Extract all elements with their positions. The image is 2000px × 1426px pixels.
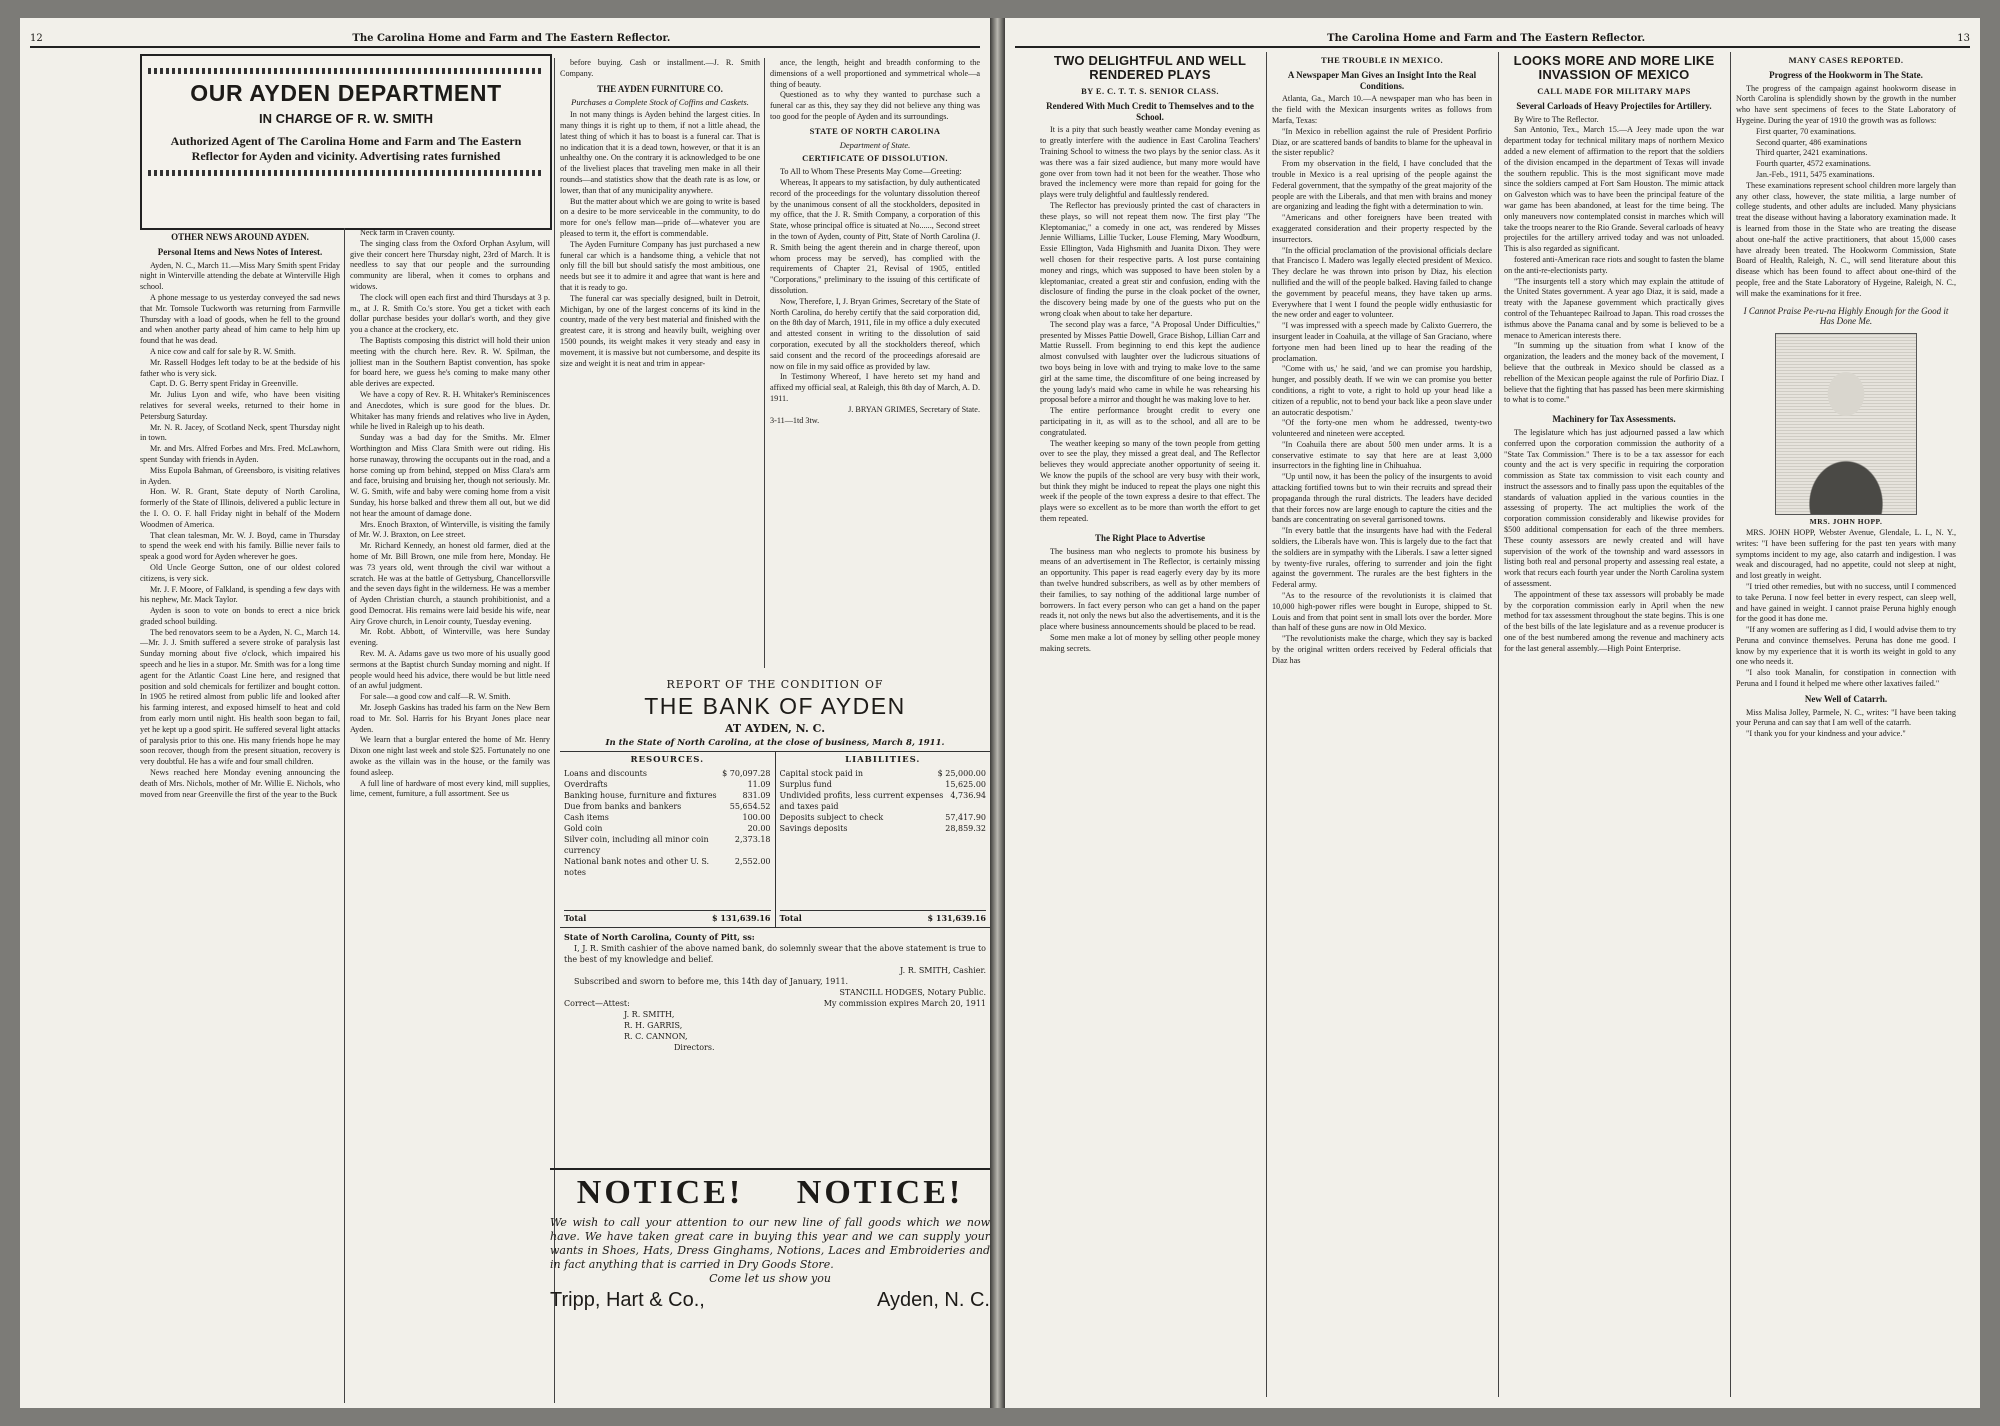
ledger-label: Capital stock paid in <box>779 769 863 778</box>
column-rule <box>1498 52 1499 1397</box>
right-running-head <box>1015 24 1970 48</box>
paragraph: Miss Eupola Bahman, of Greensboro, is visiting relatives in Ayden. <box>140 465 340 486</box>
article-body <box>1504 428 1724 655</box>
article-body <box>1040 547 1260 655</box>
article-body <box>1736 708 1956 740</box>
paragraph: It is a pity that such beastly weather came Monday evening as to greatly interfere with the audience in East Carolina Teachers' Training School to witness the two plays by the senior class. As it was there was a fair sized audience, but many more would have gone over from town had it not been for the weather. Those who braved the inclemency were more than repaid for going for the plays were truly delightful and faultlessly rendered. <box>1040 125 1260 200</box>
ledger-row <box>564 801 771 812</box>
ledger-label: Cash items <box>564 813 609 822</box>
cashier-signature: J. R. SMITH, Cashier. <box>900 966 986 975</box>
paragraph: "Americans and other foreigners have been treated with exaggerated consideration and their property respected by the insurrectors. <box>1272 213 1492 244</box>
firm-town: Ayden, N. C. <box>876 1289 990 1311</box>
paragraph: In not many things is Ayden behind the largest cities. In many things it is right up to them, if not a little ahead, the latest thing of which it has to boast is a funeral car. That is no indication that it is a dead town, however, or that it is an unhealthy one. On the contrary it is acknowledged to be one of the liveliest places that traveling men make in all their rounds—and statistics show that the death rate is as low, or lower, than that of any municipality anywhere. <box>560 110 760 195</box>
ledger-row <box>780 790 987 812</box>
ledger-value: 28,859.32 <box>945 824 986 833</box>
paragraph: For sale—a good cow and calf—R. W. Smith. <box>360 692 511 702</box>
paragraph: The clock will open each first and third Thursdays at 3 p. m., at J. R. Smith Co.'s store. You get a ticket with each dollar purchase besides your dollar's worth, and they give you a chance at the crockery, etc. <box>350 292 550 335</box>
paragraph: Neck farm in Craven county. <box>360 228 455 237</box>
left-page-number: 12 <box>30 33 43 44</box>
article-body <box>1272 94 1492 666</box>
article-body <box>1736 181 1956 300</box>
paragraph: fostered anti-American race riots and sought to fasten the blame on the anti-re-electionists party. <box>1504 254 1724 275</box>
paragraph: "In Coahuila there are about 500 men under arms. It is a conservative estimate to say that here are at least 3,000 insurrectors in the fighting line in Chihuahua. <box>1272 439 1492 471</box>
resources-side <box>560 752 775 927</box>
paragraph: "I also took Manalin, for constipation in connection with Peruna and I found it helped me where other laxatives failed." <box>1736 668 1956 689</box>
column-rule <box>1266 52 1267 1397</box>
article-body <box>1040 125 1260 524</box>
paragraph: The progress of the campaign against hookworm disease in North Carolina is splendidly shown by the growth in the number who have sent specimens of feces to the State Laboratory of Hygeine. During the year of 1910 the growth was as follows: <box>1736 83 1956 125</box>
column-subheadline: Purchases a Complete Stock of Coffins and Caskets. <box>571 97 749 108</box>
paragraph: The singing class from the Oxford Orphan Asylum, will give their concert here Thursday night, 23rd of March. It is needless to say that our people and the surrounding community are liberal, when it comes to orphans and widows. <box>350 238 550 291</box>
paragraph: "If any women are suffering as I did, I would advise them to try Peruna and convince themselves. Peruna has done me good. I know by my experience that it is worth its weight in gold to any one who needs it. <box>1736 625 1956 667</box>
liabilities-side <box>775 752 991 927</box>
total-value: $ 131,639.16 <box>712 913 771 923</box>
paragraph: "I thank you for your kindness and your advice." <box>1746 729 1906 739</box>
book-gutter <box>990 18 1005 1408</box>
ledger-value: 20.00 <box>747 824 771 833</box>
bank-report <box>560 678 990 1057</box>
left-running-head <box>30 24 980 48</box>
paragraph: before buying. Cash or installment.—J. R. Smith Company. <box>560 58 760 78</box>
ledger-value: 2,373.18 <box>734 835 771 844</box>
ledger-value: 55,654.52 <box>729 802 771 811</box>
ledger-row <box>780 779 987 790</box>
ledger-row <box>780 768 987 779</box>
liabilities-head: LIABILITIES. <box>845 755 921 765</box>
attest-body: I, J. R. Smith cashier of the above named bank, do solemnly swear that the above statement is true to the best of my knowledge and belief. <box>564 944 986 964</box>
paragraph: "Of the forty-one men whom he addressed, twenty-two volunteered and nineteen were accepted. <box>1272 418 1492 439</box>
director-name: J. R. SMITH, <box>624 1010 675 1019</box>
paragraph: In Testimony Whereof, I have hereto set my hand and affixed my official seal, at Raleigh, this 8th day of March, A. D. 1911. <box>770 372 980 403</box>
paragraph: From my observation in the field, I have concluded that the trouble in Mexico is a real uprising of the people against the Federal government, that the sympathy of the great majority of the people are with the Liberals, and that men with brains and money are organizing and leading the fight with a determination to win. <box>1272 159 1492 212</box>
list-item: Third quarter, 2421 examinations. <box>1756 148 1868 158</box>
article-body <box>1504 115 1724 407</box>
ledger-label: Loans and discounts <box>564 769 647 778</box>
ledger-value: 15,625.00 <box>945 780 986 789</box>
paragraph: A full line of hardware of most every kind, mill supplies, lime, cement, furniture, a full assortment. See us <box>350 778 550 799</box>
ledger-row <box>564 823 771 834</box>
ledger-label: Savings deposits <box>779 824 848 833</box>
paragraph: "The revolutionists make the charge, which they say is backed by the original written orders received by Federal officials that Diaz has <box>1272 634 1492 665</box>
article-body <box>1736 84 1956 127</box>
paragraph: The Baptists composing this district will hold their union meeting with the church here. Rev. R. W. Spilman, the jolliest man in the Southern Baptist convention, has spoke for board here, we guess he's coming to make many other able derives are expected. <box>350 335 550 389</box>
ledger-label: Overdrafts <box>564 780 608 789</box>
paragraph: Mr. Robt. Abbott, of Winterville, was here Sunday evening. <box>350 627 550 648</box>
column-headline-2: The Right Place to Advertise <box>1095 532 1205 543</box>
ayden-department-body: Authorized Agent of The Carolina Home and Farm and The Eastern Reflector for Ayden and vicinity. Advertising rates furnished <box>170 134 522 163</box>
paragraph: We have a copy of Rev. R. H. Whitaker's Reminiscences and Anecdotes, which is sure good for the blues. Dr. Whitaker has many friends and relatives who live in Ayden, while he lived in Raleigh up to his death. <box>350 389 550 432</box>
paragraph: The Ayden Furniture Company has just purchased a new funeral car which is a handsome thing, a vehicle that not only fill the bill but should satisfy the most ambitious, one needs but see it to admire it and agree that want is here and that it is ready to go. <box>560 239 760 292</box>
ledger-value: 4,736.94 <box>950 791 986 800</box>
column-subheadline: Progress of the Hookworm in The State. <box>1769 69 1923 80</box>
paragraph: Some men make a lot of money by selling other people money making secrets. <box>1040 633 1260 653</box>
ledger-table <box>560 752 990 928</box>
ledger-label: Undivided profits, less current expenses and taxes paid <box>779 791 944 811</box>
right-running-title: The Carolina Home and Farm and The Eastern Reflector. <box>1327 33 1646 44</box>
ledger-label: National bank notes and other U. S. notes <box>564 857 710 877</box>
paragraph: Mr. Joseph Gaskins has traded his farm on the New Bern road to Mr. Sol. Harris for his Bryant Jones place near Ayden. <box>350 703 550 734</box>
right-page <box>1005 18 1980 1408</box>
quarter-list <box>1736 127 1956 181</box>
paragraph: The weather keeping so many of the town people from getting over to see the play, they missed a great deal, and The Reflector believes they would appreciate another opportunity of seeing it. We know the pupils of the school are very busy with their work, but think they might be induced to repeat the plays one night this week if the people of the town express a desire to that effect. The plays were so excellent as to be more than worth the effort to get them repeated. <box>1040 438 1260 524</box>
column-headline: LOOKS MORE AND MORE LIKE INVASSION OF MEXICO <box>1513 53 1715 82</box>
ledger-value: $ 25,000.00 <box>937 769 986 778</box>
ledger-label: Banking house, furniture and fixtures <box>564 791 717 800</box>
bank-name: THE BANK OF AYDEN <box>644 693 906 719</box>
byline: BY E. C. T. T. S. SENIOR CLASS. <box>1081 86 1219 96</box>
left-running-title: The Carolina Home and Farm and The Eastern Reflector. <box>352 33 671 44</box>
column-headline-2: Machinery for Tax Assessments. <box>1552 414 1676 425</box>
ledger-row <box>564 834 771 856</box>
article-body <box>770 58 980 123</box>
left-column-2 <box>350 228 550 1403</box>
testimonial-headline: I Cannot Praise Pe-ru-na Highly Enough for the Good it Has Done Me. <box>1743 305 1949 327</box>
ledger-value: 2,552.00 <box>734 857 771 866</box>
column-rule <box>344 228 345 1403</box>
paragraph: The second play was a farce, "A Proposal Under Difficulties," presented by Misses Pattie Dowell, Grace Bishop, Lillian Carr and Mattie Russell. From beginning to end this kept the audience almost convulsed with laughter over the ludicrous situations of two boys being in love with and trying to make love to the same girl at the same time, the discomfiture of one being increased by the young lady's maid who came in while he was rehearsing his proposal before a mirror and thought he was making love to her. <box>1040 319 1260 405</box>
column-headline: THE AYDEN FURNITURE CO. <box>597 83 723 94</box>
total-label: Total <box>779 913 802 923</box>
ledger-row <box>564 812 771 823</box>
ledger-value: 100.00 <box>742 813 771 822</box>
total-value: $ 131,639.16 <box>927 913 986 923</box>
column-subheadline: CALL MADE FOR MILITARY MAPS <box>1537 86 1691 96</box>
left-column-3 <box>560 58 760 668</box>
paragraph: Rev. M. A. Adams gave us two more of his usually good sermons at the Baptist church Sunday morning and night. If people would heed his advice, there would be but little need of an awful judgment. <box>350 649 550 691</box>
list-item: Fourth quarter, 4572 examinations. <box>1756 159 1871 169</box>
column-rule <box>764 58 765 668</box>
paragraph: The funeral car was specially designed, built in Detroit, Michigan, by one of the largest concerns of its kind in the country, made of the very best material and finished with the greatest care, it is strong and heavily built, weighing over 1500 pounds, its weight makes it very steady and easy in movement, it is massive but not cumbersome, and despite its size and weight it is neat and trim in appear- <box>560 293 760 368</box>
paragraph: Questioned as to why they wanted to purchase such a funeral car as this, they say they did not believe any thing was too good for the people of Ayden and its surroundings. <box>770 90 980 121</box>
right-page-number: 13 <box>1957 33 1970 44</box>
testimonial-body <box>1736 528 1956 690</box>
paragraph: Mr. and Mrs. Alfred Forbes and Mrs. Fred. McLawhorn, spent Sunday with friends in Ayden. <box>140 444 340 464</box>
reference-code: 3-11—1td 3tw. <box>770 415 820 425</box>
paragraph: Capt. D. G. Berry spent Friday in Greenville. <box>150 379 299 389</box>
paragraph: Miss Malisa Jolley, Parmele, N. C., writes: "I have been taking your Peruna and can say that I am well of the catarrh. <box>1736 707 1956 728</box>
paragraph: "In every battle that the insurgents have had with the Federal soldiers, the Liberals have won. This is largely due to the fact that the soldiers are in sympathy with the Liberals. I saw a letter signed by twenty-five rurales, offering to surrender and join the fight against the government. The rurales are the best fighters in the Federal army. <box>1272 526 1492 590</box>
paragraph: "In summing up the situation from what I know of the organization, the leaders and the money back of the movement, I believe that the outbreak in Mexico should be classed as a rebellion of the Mexican people against the rule of Porfirio Diaz. I believe that the fighting that has passed has been mere skirmishing to what is to come." <box>1504 341 1724 405</box>
right-column-4 <box>1736 52 1956 1397</box>
ledger-value: 57,417.90 <box>945 813 986 822</box>
column-subheadline: Department of State. <box>839 139 911 150</box>
ledger-label: Gold coin <box>564 824 603 833</box>
attest-head: State of North Carolina, County of Pitt, ss: <box>564 932 755 942</box>
director-name: R. C. CANNON, <box>624 1032 688 1041</box>
paragraph: "In Mexico in rebellion against the rule of President Porfirio Diaz, or are scattered bands of bandits to blame for the upheaval in the sister republic? <box>1272 126 1492 158</box>
column-headline: THE TROUBLE IN MEXICO. <box>1321 55 1443 65</box>
paragraph: A nice cow and calf for sale by R. W. Smith. <box>150 346 296 356</box>
attestation <box>560 928 990 1057</box>
paragraph: But the matter about which we are going to write is based on a desire to be more serviceable in the community, to do more for one's fellow man—pride of—whatever you are pleased to term it, the effort is commendable. <box>560 196 760 238</box>
paragraph: "Up until now, it has been the policy of the insurgents to avoid attacking fortified towns but to win their recruits and spread their propaganda through the rural districts. The leaders have decided that their forces now are large enough to capture the cities and the bands are concentrating on several garrisoned towns. <box>1272 472 1492 525</box>
paragraph: By Wire to The Reflector. <box>1514 114 1599 124</box>
paragraph: Sunday was a bad day for the Smiths. Mr. Elmer Worthington and Miss Clara Smith were out riding. His horse runaway, throwing the occupants out in the road, and a horse coming up from behind, stepped on Miss Clara's arm and face, bruising and bruising her, though not seriously. Mr. W. G. Smith, wife and baby were coming home from a visit Sunday, his horse balked and threw them all out, but we did not hear the amount of damage done. <box>350 433 550 518</box>
left-column-1 <box>140 228 340 1403</box>
article-body <box>140 261 340 801</box>
ledger-row <box>780 823 987 834</box>
column-headline: STATE OF NORTH CAROLINA <box>809 125 941 136</box>
column-subheadline-2: Several Carloads of Heavy Projectiles for Artillery. <box>1516 100 1712 111</box>
paragraph: Whereas, It appears to my satisfaction, by duly authenticated record of the proceedings for the voluntary dissolution thereof by the unanimous consent of all the stockholders, deposited in my office, that the J. R. Smith Company, a corporation of this State, whose principal office is situated at No......, Second street in the town of Ayden, county of Pitt, State of North Carolina (J. R. Smith being the agent therein and in charge thereof, upon whom process may be served), has complied with the requirements of Chapter 21, Revisal of 1905, entitled "Corporations," preliminary to the issuing of this certificate of dissolution. <box>770 177 980 295</box>
paragraph: To All to Whom These Presents May Come—Greeting: <box>780 167 962 177</box>
paragraph: "As to the resource of the revolutionists it is claimed that 10,000 high-power rifles were bought in Europe, shipped to St. Louis and from that point sent in small lots over the border. More than half of these guns are now in Old Mexico. <box>1272 591 1492 633</box>
ayden-department-title: OUR AYDEN DEPARTMENT <box>190 80 502 106</box>
paragraph: San Antonio, Tex., March 15.—A Jeey made upon the war department today for technical military maps of northern Mexico added a new element of affirmation to the report that the soldiers of the division encamped in the department of Texas will invade the southern republic. This is the most significant move made since the soldiers camped at Fort Sam Houston. The mimic attack on Galveston which was to have been the principal feature of the war game has been abandoned, at least for the time being. The only maneuvers now contemplated consist in marches which will take the troops nearer to the Rio Grande. Several carloads of heavy projectiles for the artillery arrived today and was not unloaded. This is also regarded as significant. <box>1504 125 1724 254</box>
paragraph: ance, the length, height and breadth conforming to the dimensions of a well proportioned and symmetrical whole—a thing of beauty. <box>770 58 980 89</box>
ledger-value: 11.09 <box>747 780 771 789</box>
ledger-row <box>564 779 771 790</box>
column-subheadline: Personal Items and News Notes of Interest. <box>157 246 323 257</box>
column-headline-2: CERTIFICATE OF DISSOLUTION. <box>802 153 948 164</box>
paragraph: Mr. Rassell Hodges left today to be at the bedside of his father who is very sick. <box>140 357 340 378</box>
paragraph: Mrs. Enoch Braxton, of Winterville, is visiting the family of Mr. W. J. Braxton, on Lee street. <box>350 519 550 540</box>
paragraph: Now, Therefore, I, J. Bryan Grimes, Secretary of the State of North Carolina, do hereby certify that the said corporation did, on the 8th day of March, 1911, file in my office a duly executed and attested consent in writing to the dissolution of said corporation, executed by all the stockholders thereof, which said consent and the record of the proceedings aforesaid are now on file in my said office as provided by law. <box>770 296 980 371</box>
paragraph: Mr. Richard Kennedy, an honest old farmer, died at the home of Mr. Bill Brown, one mile from here, Monday. He was 73 years old, went through the civil war without a scratch. He was at the battle of Gettysburg, Chancellorsville and the seven days fight in the wilderness. He was a member of Ayden Christian church, a staunch prohibitionist, and a good Democrat. His remains were laid beside his wife, near Airy Grove church, in Lenoir county, Tuesday evening. <box>350 541 550 626</box>
ledger-label: Surplus fund <box>779 780 832 789</box>
paragraph: That clean talesman, Mr. W. J. Boyd, came in Thursday to spend the week end with his family. Billie never fails to speak a good word for Ayden wherever he goes. <box>140 530 340 562</box>
right-column-3 <box>1504 52 1724 1397</box>
column-headline: TWO DELIGHTFUL AND WELL RENDERED PLAYS <box>1053 53 1247 82</box>
ledger-label: Deposits subject to check <box>779 813 884 822</box>
paragraph: Ayden is soon to vote on bonds to erect a nice brick graded school building. <box>140 606 340 626</box>
ledger-row <box>564 768 771 779</box>
list-item: Second quarter, 486 examinations <box>1756 137 1868 147</box>
paragraph: The legislature which has just adjourned passed a law which conferred upon the corporation commission the authority of a "State Tax Commission." There is to be a tax assessor for each county and the act is very specific in requiring the corporation commission as State tax commission to visit each county and instruct the assessors and to finally pass upon the equitables of the standards of valuation applied in the various counties in the assessing of property. The act multiplies the work of the corporation commission considerably and likewise provides for $500 additional compensation for each of the three members. These county assessors are newly created and will have supervision of the work of the township and ward assessors in listing both real and personal property and assessing real estate, a work that recurs each fourth year under the North Carolina system of assessment. <box>1504 427 1724 589</box>
ledger-value: $ 70,097.28 <box>722 769 771 778</box>
commission-line: My commission expires March 20, 1911 <box>823 999 986 1008</box>
ledger-row <box>564 856 771 878</box>
ledger-label: Due from banks and bankers <box>564 802 682 811</box>
column-subheadline: Rendered With Much Credit to Themselves and to the School. <box>1046 100 1254 122</box>
article-body <box>560 110 760 369</box>
portrait-engraving <box>1775 333 1917 515</box>
bank-place: AT AYDEN, N. C. <box>724 722 826 735</box>
list-item: First quarter, 70 examinations. <box>1756 126 1856 136</box>
notice-word: NOTICE! <box>796 1174 964 1211</box>
paragraph: The Reflector has previously printed the cast of characters in these plays, so will not repeat them now. The first play "The Kleptomaniac," a comedy in one act, was rendered by Misses Jennie Williams, Lillie Tucker, Louse Fleming, Mary Woodburn, Essie Ellington, Vada Highsmith and Juanita Dixon. They were well chosen for their respective parts. A lost purse containing money and rings, which was supposed to have been stolen by a kleptomaniac, created a great stir and confusion, ending with the disclosure of finding the purse in the cloak pocket of the owner, the discovery being made by one of the guests who put on the wrong cloak when about to take her departure. <box>1040 200 1260 318</box>
paragraph: These examinations represent school children more largely than any other class, however, the state militia, a large number of college students, and other adults are included. Many physicians treat the disease without having a laboratory examination made. It is learned from those in the State who are treating the disease about one-half the active practitioners, that about 15,000 cases have already been treated. The Hookworm Commission, State Board of Health, Raleigh, N. C., will send literature about this disease which has been found to affect about one-third of the people, free and the State Laboratory of Hygeine, Raleigh, N. C., will make the examinations for it free. <box>1736 180 1956 298</box>
article-body <box>770 167 980 405</box>
column-rule <box>1730 52 1731 1397</box>
paragraph: "I was impressed with a speech made by Calixto Guerrero, the insurgent leader in Coahuila, at the village of San Graciano, where fortyone men had been lined up to hear the reading of the proclamation. <box>1272 321 1492 363</box>
ledger-row <box>564 790 771 801</box>
director-name: R. H. GARRIS, <box>624 1021 683 1030</box>
column-headline-3: New Well of Catarrh. <box>1804 693 1888 704</box>
firm-name: Tripp, Hart & Co., <box>550 1289 705 1311</box>
notice-body: We wish to call your attention to our new line of fall goods which we now have. We have taken great care in buying this year and we can supply your wants in Shoes, Hats, Dress Ginghams, Notions, Laces and Embroideries and in fact anything that is carried in Dry Goods Store. <box>550 1216 990 1271</box>
ayden-department-box <box>140 54 552 230</box>
notary-signature: STANCILL HODGES, Notary Public. <box>839 988 986 997</box>
paragraph: "I tried other remedies, but with no success, until I commenced to take Peruna. I now feel better in every respect, can sleep well, and have gained in weight. I cannot praise Peruna highly enough for the good it has done me. <box>1736 581 1956 624</box>
left-page <box>20 18 990 1408</box>
ornament-rule <box>148 170 544 176</box>
right-column-2 <box>1272 52 1492 1397</box>
paragraph: "In the official proclamation of the provisional officials declare that Francisco I. Madero was legally elected president of Mexico. They declare he was thrown into prison by Diaz, his election nullified and the will of the people balked. Having failed to change the government by peaceful means, they have taken up arms. Everywhere that I went I found the people widly enthusiastic for the new order and eager to volunteer. <box>1272 245 1492 320</box>
notice-invitation: Come let us show you <box>709 1272 831 1285</box>
list-item: Jan.-Feb., 1911, 5475 examinations. <box>1756 169 1875 179</box>
column-headline: MANY CASES REPORTED. <box>1788 55 1904 65</box>
paragraph: Old Uncle George Sutton, one of our oldest colored citizens, is very sick. <box>140 562 340 583</box>
paragraph: The entire performance brought credit to every one participating in it, as will as to the school, and all are to be congratulated. <box>1040 406 1260 437</box>
paragraph: News reached here Monday evening announcing the death of Mrs. Nichols, mother of Mr. Willie E. Nichols, who moved from near Greenville the first of the year to the Buck <box>140 768 340 799</box>
ledger-value: 831.09 <box>742 791 771 800</box>
paragraph: Ayden, N. C., March 11.—Miss Mary Smith spent Friday night in Winterville attending the debate at Winterville High school. <box>140 260 340 292</box>
total-row <box>564 910 771 924</box>
paragraph: We learn that a burglar entered the home of Mr. Henry Dixon one night last week and stole $25. Fortunately no one awoke as the villain was in the house, or the family was found asleep. <box>350 735 550 777</box>
paragraph: Hon. W. R. Grant, State deputy of North Carolina, formerly of the State of Illinois, delivered a public lecture in the I. O. O. F. hall Friday night in behalf of the Modern Woodmen of America. <box>140 487 340 529</box>
paragraph: "Come with us,' he said, 'and we can promise you hardship, hunger, and possibly death. If we win we can promise you better conditions, a right to vote, a right to hold up your head like a citizen of a republic, not to bend your back like a peon slave under an autocratic despotism.' <box>1272 364 1492 417</box>
column-headline: OTHER NEWS AROUND AYDEN. <box>171 232 309 242</box>
signature: J. BRYAN GRIMES, Secretary of State. <box>848 404 980 414</box>
article-body <box>350 228 550 800</box>
article-body <box>560 58 760 80</box>
resources-head: RESOURCES. <box>630 755 705 765</box>
paragraph: The business man who neglects to promote his business by means of an advertisement in The Reflector, is certainly missing an opportunity. This paper is read eagerly every day by its more than twelve hundred subscribers, as well as by other members of their families, to say nothing of the additional large number of borrowers. In fact every person who can get a hand on the paper reads it, not only the news but also the advertisements, and it is the place where business announcements should be placed to be read. <box>1040 546 1260 632</box>
directors-label: Directors. <box>674 1043 715 1052</box>
notice-word: NOTICE! <box>576 1174 744 1211</box>
paragraph: Mr. Julius Lyon and wife, who have been visiting relatives for several weeks, returned to their home in Petersburg Saturday. <box>140 390 340 421</box>
total-row <box>780 910 987 924</box>
correct-attest: Correct—Attest: <box>564 999 630 1008</box>
report-head: REPORT OF THE CONDITION OF <box>666 678 884 691</box>
notice-advertisement <box>550 1168 990 1312</box>
paragraph: A phone message to us yesterday conveyed the sad news that Mr. Tomsole Tuckworth was returning from Farmville Thursday with a load of goods, when he fell to the ground and when another party ahead of him came to help him up found that he was dead. <box>140 292 340 346</box>
total-label: Total <box>564 913 587 923</box>
paragraph: Mr. J. F. Moore, of Falkland, is spending a few days with his nephew, Mr. Mack Taylor. <box>140 584 340 605</box>
report-state-line: In the State of North Carolina, at the close of business, March 8, 1911. <box>560 738 990 752</box>
paragraph: The bed renovators seem to be a Ayden, N. C., March 14.—Mr. J. J. Smith suffered a severe stroke of paralysis last Sunday morning about five o'clock, which impaired his speech and he lies in a stupor. Mr. Smith was for a long time agent for the Atlantic Coast Line here, and resigned that position and sold chemicals for fertilizer and bought cotton. In 1905 he retired almost from public life and looked after his farming interest, and exposed himself to heat and cold from early morn until night. His health soon began to fail, yet he kept up a good spirit. He suffered several light attacks of paralysis prior to this one. His many friends hope he may soon recover, though from the present situation, recovery is very doubtful. He has a wife and four small children. <box>140 627 340 767</box>
portrait-caption: MRS. JOHN HOPP. <box>1809 517 1883 527</box>
ledger-row <box>780 812 987 823</box>
ornament-rule <box>148 68 544 74</box>
column-subheadline: A Newspaper Man Gives an Insight Into the Real Conditions. <box>1287 69 1477 91</box>
paragraph: The appointment of these tax assessors will probably be made by the corporation commission early in April when the new method for tax assessment throughout the state begins. This is one of the best bills of the late legislature and as a revenue producer is one of the best numbered among the revenue and machinery acts for the last general assembly.—High Point Enterprise. <box>1504 589 1724 653</box>
ayden-department-subtitle: IN CHARGE OF R. W. SMITH <box>258 111 434 126</box>
paragraph: MRS. JOHN HOPP, Webster Avenue, Glendale, L. I., N. Y., writes: "I have been suffering for the past ten years with many symptoms incident to my age, also catarrh and indigestion. I was weak and discouraged, had no appetite, could not sleep at night, and lost greatly in weight. <box>1736 527 1956 581</box>
right-column-1 <box>1040 52 1260 1397</box>
ledger-label: Silver coin, including all minor coin currency <box>564 835 709 855</box>
sworn-line: Subscribed and sworn to before me, this 14th day of January, 1911. <box>574 977 849 986</box>
paragraph: Atlanta, Ga., March 10.—A newspaper man who has been in the field with the Mexican insurgents writes as follows from Marfa, Texas: <box>1272 94 1492 125</box>
paragraph: Mr. N. R. Jacey, of Scotland Neck, spent Thursday night in town. <box>140 422 340 443</box>
left-column-4 <box>770 58 980 668</box>
paragraph: "The insurgents tell a story which may explain the attitude of the United States government. A year ago Diaz, it is said, made a treaty with the Japanese government which practically gives control of the Tehuantepec Railroad to Japan. This road crosses the isthmus above the Panama canal and by some is believed to be a menace to American interests there. <box>1504 276 1724 340</box>
